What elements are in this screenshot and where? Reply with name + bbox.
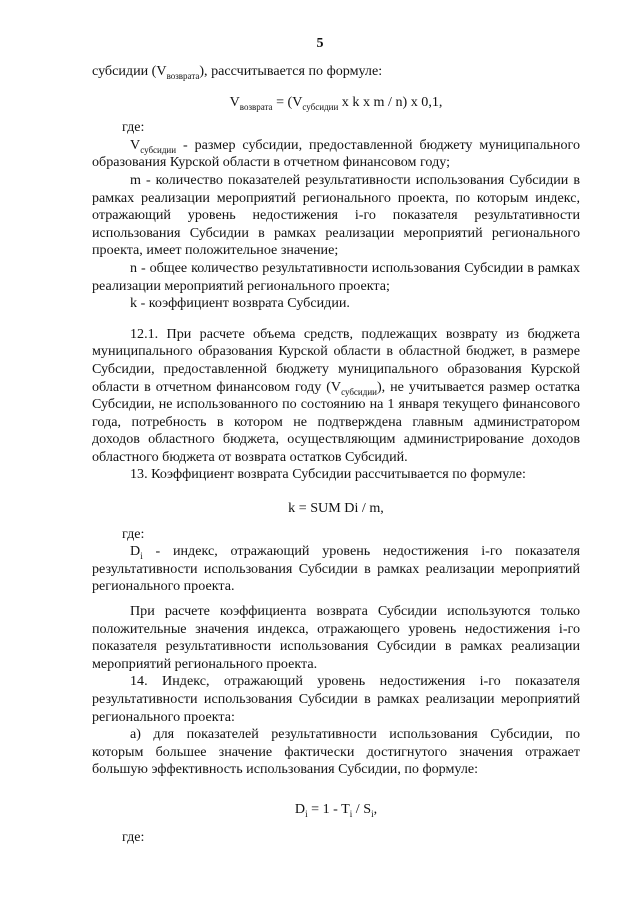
paragraph-14-a: а) для показателей результативности использования Субсидии, по которым большее значение фактически достигнутого значения отражает большую эффективность использования Субсидии, по формуле: xyxy=(92,726,580,778)
paragraph-positive-values: При расчете коэффициента возврата Субсидии используются только положительные значения индекса, отражающего уровень недостижения i-го показателя результативности использования Субсидии в рамках реализации мероприятий регионального проекта. xyxy=(92,603,580,672)
formula1-inner-sub: субсидии xyxy=(302,101,339,112)
formula3-mid: = 1 - T xyxy=(307,800,350,817)
definition-d xyxy=(92,543,580,596)
formula-d-i xyxy=(92,801,580,819)
formula1-eq: = (V xyxy=(272,93,303,110)
where-label-3: где: xyxy=(122,828,145,845)
p12-1-before: 12.1. При расчете объема средств, подлежащих возврату из бюджета муниципального образования Курской области в областной бюджет, в размере Субсидии, предоставленной бюджету муниципального образования Курской области в отчетном финансовом году (V xyxy=(92,325,580,395)
def-d-subscript: i xyxy=(140,551,143,562)
formula-k: k = SUM Di / m, xyxy=(288,500,384,517)
def-d-text: - индекс, отражающий уровень недостижения i-го показателя результативности использования Субсидии в рамках реализации мероприятий регионального проекта. xyxy=(92,543,580,595)
def-v-text: - размер субсидии, предоставленной бюджету муниципального образования Курской области в отчетном финансовом году; xyxy=(92,136,580,171)
where-label-1: где: xyxy=(122,119,145,136)
definition-m: m - количество показателей результативности использования Субсидии в рамках реализации мероприятий регионального проекта, по которым индекс, отражающий уровень недостижения i-го показателя результативности использования Субсидии в рамках реализации мероприятий регионального проекта, имеет положительное значение; xyxy=(92,171,580,259)
paragraph-13: 13. Коэффициент возврата Субсидии рассчитывается по формуле: xyxy=(130,466,526,483)
definition-n: n - общее количество результативности использования Субсидии в рамках реализации мероприятий регионального проекта; xyxy=(92,259,580,294)
definition-k: k - коэффициент возврата Субсидии. xyxy=(130,295,350,312)
formula3-d-sub: i xyxy=(305,808,308,819)
page-number: 5 xyxy=(316,36,324,51)
formula-v-return xyxy=(92,94,580,112)
paragraph-14: 14. Индекс, отражающий уровень недостижения i-го показателя результативности использования Субсидии в рамках реализации мероприятий регионального проекта: xyxy=(92,673,580,725)
def-v-subscript: субсидии xyxy=(140,144,177,155)
formula3-s-sub: i xyxy=(371,808,374,819)
formula1-v-sub: возврата xyxy=(239,101,273,112)
intro-text-before: субсидии (V xyxy=(92,63,167,79)
formula3-d: D xyxy=(294,800,306,817)
formula3-t-sub: i xyxy=(349,808,353,819)
where-label-2: где: xyxy=(122,525,145,542)
p12-1-after: ), не учитывается размер остатка Субсидии, не использованного по состоянию на 1 января текущего финансового года, потребность в котором не подтверждена главным администратором доходов областного бюджета, осуществляющим администрирование доходов областного бюджета от возврата остатков Субсидий. xyxy=(92,378,580,465)
formula3-end: , xyxy=(373,800,378,817)
intro-subscript: возврата xyxy=(166,70,200,81)
formula1-rest: x k x m / n) x 0,1, xyxy=(338,93,443,110)
intro-line xyxy=(92,63,580,81)
definition-v-subsidy xyxy=(92,137,580,172)
def-v-symbol: V xyxy=(130,136,141,153)
document-body xyxy=(92,63,580,846)
paragraph-12-1 xyxy=(92,326,580,467)
intro-text-after: ), рассчитывается по формуле: xyxy=(199,63,383,79)
formula1-v: V xyxy=(229,93,240,110)
formula3-div: / S xyxy=(352,800,372,817)
p12-1-subscript: субсидии xyxy=(341,386,377,397)
def-d-symbol: D xyxy=(130,543,141,560)
